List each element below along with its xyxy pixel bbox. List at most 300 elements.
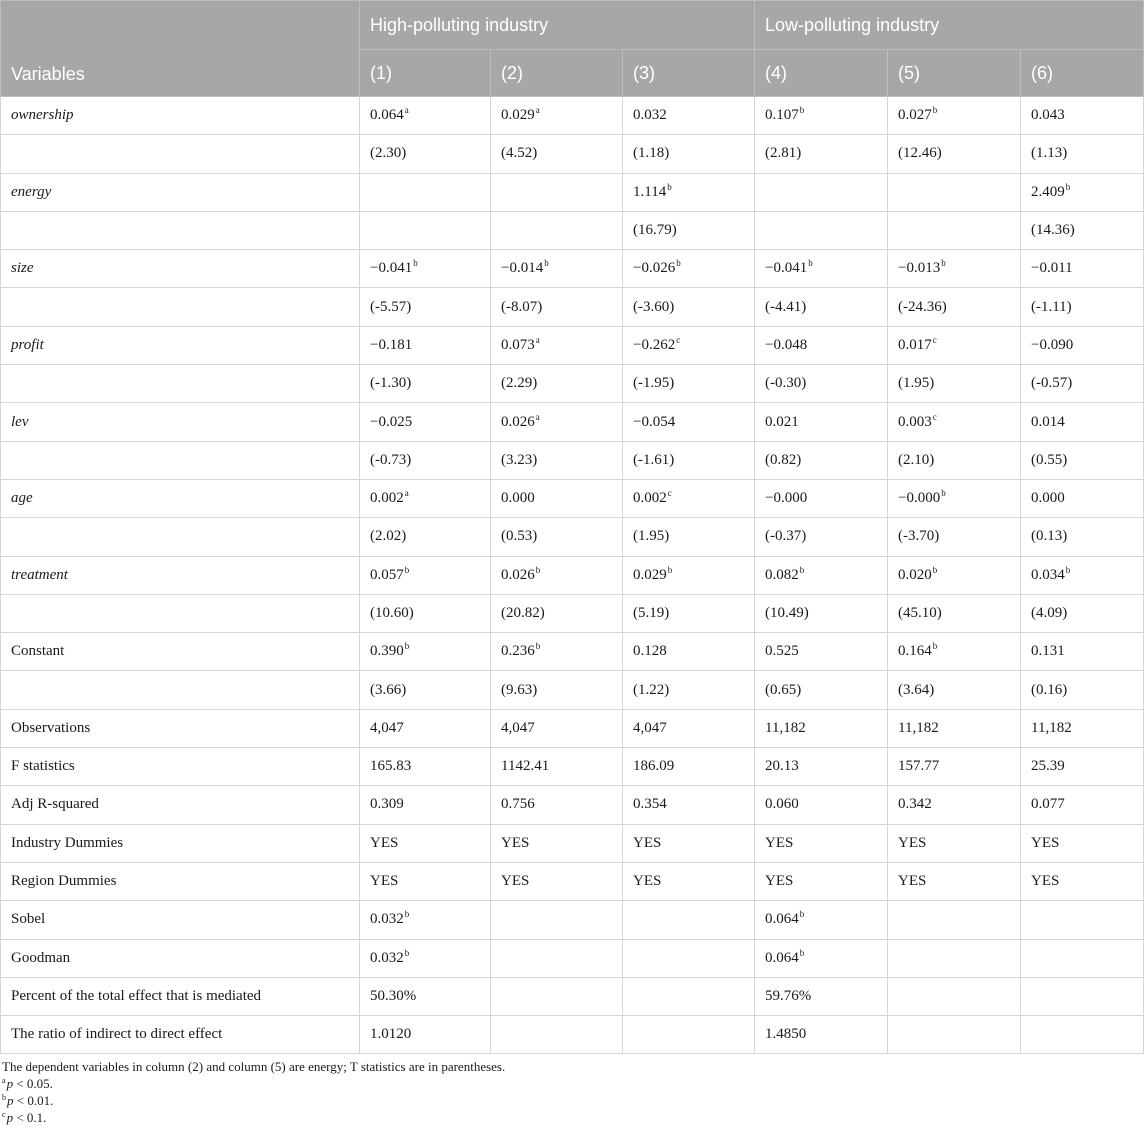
table-cell [491,97,623,135]
table-cell [360,288,491,326]
cell-value: 1142.41 [501,758,550,775]
row-label: age [1,479,360,517]
cell-value: (0.13) [1031,528,1068,545]
cell-value: −0.041 [370,260,413,277]
table-cell [491,365,623,403]
table-cell [1021,326,1144,364]
table-row [1,250,1144,288]
cell-value: 0.032 [370,949,404,966]
table-cell [360,441,491,479]
table-notes [0,1054,1145,1126]
cell-value: 0.164 [898,643,932,660]
significance-mark: b [404,564,410,575]
table-cell [360,326,491,364]
cell-value: (3.64) [898,681,935,698]
cell-value: (-24.36) [898,298,947,315]
table-cell [360,939,491,977]
significance-mark: b [667,564,673,575]
cell-value: 0.107 [765,107,799,124]
cell-value: −0.011 [1031,260,1073,277]
table-row [1,173,1144,211]
cell-value: (9.63) [501,681,538,698]
table-cell [623,403,755,441]
table-cell [755,173,888,211]
row-label: Adj R-squared [1,786,360,824]
cell-value: (45.10) [898,605,942,621]
cell-value: YES [765,873,794,890]
table-cell [755,97,888,135]
cell-value: 0.064 [765,911,799,928]
table-cell [360,1016,491,1054]
cell-value: 0.017 [898,336,932,353]
significance-mark: c [667,488,672,499]
table-cell [491,479,623,517]
table-cell [755,977,888,1015]
cell-value: 0.002 [370,490,404,507]
table-cell [623,1016,755,1054]
header-group-high-polluting: High-polluting industry [360,1,755,50]
table-cell [888,786,1021,824]
cell-value: 186.09 [633,758,675,775]
table-row [1,326,1144,364]
table-cell [360,786,491,824]
table-cell [755,326,888,364]
table-cell [491,824,623,862]
cell-value: 0.032 [633,107,667,124]
table-cell [491,403,623,441]
cell-value: 0.014 [1031,413,1065,430]
row-label [1,211,360,249]
table-cell [1021,1016,1144,1054]
table-row [1,1016,1144,1054]
table-cell [623,824,755,862]
significance-mark: b [413,258,418,269]
cell-value: 0.032 [370,911,404,928]
row-label: Region Dummies [1,862,360,900]
table-cell [491,250,623,288]
table-header [1,1,1144,97]
significance-mark: b [404,947,410,958]
table-cell [491,939,623,977]
table-cell [491,594,623,632]
cell-value: (4.09) [1031,605,1068,621]
cell-value: 0.128 [633,643,667,660]
table-cell [1021,748,1144,786]
cell-value: −0.181 [370,336,413,353]
cell-value: (-0.37) [765,528,807,545]
table-cell [888,633,1021,671]
table-row [1,786,1144,824]
table-cell [888,211,1021,249]
table-row [1,901,1144,939]
table-cell [1021,556,1144,594]
cell-value: 4,047 [501,719,535,736]
row-label: treatment [1,556,360,594]
cell-value: −0.262 [633,336,676,353]
row-label: Sobel [1,901,360,939]
significance-mark: b [941,258,946,269]
cell-value: −0.041 [765,260,808,277]
row-label: size [1,250,360,288]
table-cell [623,173,755,211]
cell-value: (20.82) [501,605,545,621]
significance-mark: b [799,105,805,116]
table-cell [623,633,755,671]
significance-mark: c [932,411,937,422]
table-body [1,97,1144,1054]
row-label: profit [1,326,360,364]
row-label: energy [1,173,360,211]
significance-mark: b [404,641,410,652]
significance-mark: b [932,105,938,116]
header-group-low-polluting: Low-polluting industry [755,1,1144,50]
row-label: The ratio of indirect to direct effect [1,1016,360,1054]
cell-value: 0.000 [1031,490,1065,507]
footnote-text: < 0.1. [13,1110,47,1126]
table-cell [755,786,888,824]
cell-value: 0.236 [501,643,535,660]
footnote-variable: p [6,1076,14,1092]
table-cell [755,479,888,517]
table-cell [623,556,755,594]
cell-value: (0.53) [501,528,538,545]
cell-value: (1.13) [1031,145,1068,162]
cell-value: −0.000 [898,490,941,507]
cell-value: YES [765,834,794,851]
footnote-list [2,1075,1145,1126]
footnote [2,1109,1145,1126]
table-cell [1021,862,1144,900]
cell-value: YES [1031,873,1060,890]
table-cell [755,518,888,556]
significance-mark: a [535,411,540,422]
cell-value: −0.025 [370,413,413,430]
table-cell [623,748,755,786]
significance-mark: b [932,641,938,652]
cell-value: (10.60) [370,605,414,621]
table-cell [491,901,623,939]
table-cell [888,748,1021,786]
cell-value: 4,047 [633,719,667,736]
table-cell [888,518,1021,556]
cell-value: (-1.11) [1031,298,1072,315]
table-row [1,709,1144,747]
cell-value: −0.014 [501,260,544,277]
table-cell [491,326,623,364]
table-cell [888,556,1021,594]
cell-value: 0.029 [501,107,535,124]
cell-value: (1.22) [633,681,670,698]
table-cell [1021,977,1144,1015]
significance-mark: a [535,334,540,345]
table-row [1,518,1144,556]
table-cell [1021,901,1144,939]
table-note-main: The dependent variables in column (2) and column (5) are energy; T statistics are in parentheses. [2,1059,506,1075]
significance-mark: b [535,641,541,652]
row-label: Percent of the total effect that is mediated [1,977,360,1015]
table-row [1,633,1144,671]
table-cell [491,135,623,173]
row-label: Industry Dummies [1,824,360,862]
footnote-variable: p [7,1093,14,1109]
table-cell [491,862,623,900]
table-cell [360,594,491,632]
table-cell [360,97,491,135]
row-label: ownership [1,97,360,135]
table-cell [755,288,888,326]
cell-value: (-1.95) [633,375,675,392]
table-cell [888,594,1021,632]
cell-value: 1.0120 [370,1026,412,1043]
table-row [1,403,1144,441]
table-cell [755,594,888,632]
table-cell [623,97,755,135]
table-cell [623,441,755,479]
row-label [1,671,360,709]
table-row [1,862,1144,900]
cell-value: 0.309 [370,796,404,813]
cell-value: 2.409 [1031,183,1065,200]
table-cell [491,748,623,786]
table-cell [360,211,491,249]
significance-mark: b [544,258,549,269]
row-label: Constant [1,633,360,671]
table-row [1,977,1144,1015]
footnote-mark: a [2,1076,6,1086]
table-cell [755,671,888,709]
table-cell [755,901,888,939]
table-cell [755,939,888,977]
cell-value: 0.060 [765,796,799,813]
table-cell [491,211,623,249]
table-cell [623,671,755,709]
cell-value: 0.756 [501,796,535,813]
table-cell [491,518,623,556]
table-cell [360,824,491,862]
table-cell [888,862,1021,900]
table-cell [623,135,755,173]
cell-value: 11,182 [898,719,939,736]
table-cell [491,288,623,326]
cell-value: 0.027 [898,107,932,124]
table-cell [360,671,491,709]
table-cell [623,594,755,632]
cell-value: −0.026 [633,260,676,277]
cell-value: 0.064 [765,949,799,966]
table-row [1,939,1144,977]
significance-mark: b [799,909,805,920]
table-cell [888,135,1021,173]
table-cell [623,862,755,900]
significance-mark: b [932,564,938,575]
table-cell [491,173,623,211]
significance-mark: b [799,947,805,958]
cell-value: YES [633,834,662,851]
cell-value: (-3.70) [898,528,940,545]
cell-value: 4,047 [370,719,404,736]
cell-value: YES [501,873,530,890]
significance-mark: b [941,488,946,499]
cell-value: 0.026 [501,566,535,583]
cell-value: YES [501,834,530,851]
cell-value: (0.55) [1031,451,1068,468]
table-cell [360,862,491,900]
table-cell [1021,250,1144,288]
table-cell [491,556,623,594]
table-cell [755,709,888,747]
table-cell [755,748,888,786]
cell-value: 0.029 [633,566,667,583]
cell-value: (2.02) [370,528,407,545]
table-row [1,135,1144,173]
row-label [1,441,360,479]
table-cell [755,211,888,249]
table-cell [888,479,1021,517]
table-cell [360,633,491,671]
table-cell [623,211,755,249]
cell-value: (10.49) [765,605,809,621]
header-col-2: (2) [491,50,623,97]
header-col-3: (3) [623,50,755,97]
table-row [1,556,1144,594]
cell-value: −0.054 [633,413,676,430]
table-cell [888,977,1021,1015]
table-cell [888,939,1021,977]
table-cell [360,518,491,556]
table-cell [888,901,1021,939]
cell-value: 50.30% [370,987,417,1004]
cell-value: YES [898,873,927,890]
footnote [2,1075,1145,1092]
row-label [1,518,360,556]
table-cell [1021,518,1144,556]
footnote-mark: b [2,1093,6,1103]
table-cell [888,326,1021,364]
cell-value: (1.95) [633,528,670,545]
table-row [1,288,1144,326]
cell-value: YES [370,834,399,851]
cell-value: (14.36) [1031,222,1075,239]
table-cell [1021,441,1144,479]
cell-value: 0.525 [765,643,799,660]
cell-value: (3.66) [370,681,407,698]
cell-value: 0.026 [501,413,535,430]
cell-value: 0.073 [501,336,535,353]
cell-value: (0.82) [765,451,802,468]
table-cell [1021,403,1144,441]
cell-value: (-1.61) [633,451,675,468]
cell-value: 0.000 [501,490,535,507]
table-cell [623,518,755,556]
table-cell [491,671,623,709]
cell-value: 0.354 [633,796,667,813]
cell-value: (2.30) [370,145,407,162]
table-row [1,748,1144,786]
cell-value: (0.65) [765,681,802,698]
cell-value: 0.020 [898,566,932,583]
table-cell [755,441,888,479]
table-cell [888,403,1021,441]
cell-value: 0.342 [898,796,932,813]
cell-value: (-1.30) [370,375,412,392]
table-row [1,479,1144,517]
table-cell [623,326,755,364]
table-cell [755,250,888,288]
footnote-variable: p [6,1110,14,1126]
table-row [1,594,1144,632]
table-cell [360,479,491,517]
table-cell [755,403,888,441]
header-col-1: (1) [360,50,491,97]
table-cell [755,365,888,403]
cell-value: (2.29) [501,375,538,392]
table-cell [888,288,1021,326]
row-label: lev [1,403,360,441]
row-label: Goodman [1,939,360,977]
cell-value: 0.003 [898,413,932,430]
table-cell [755,556,888,594]
cell-value: (1.18) [633,145,670,162]
table-cell [1021,633,1144,671]
header-variables: Variables [1,1,360,97]
table-cell [1021,939,1144,977]
cell-value: 25.39 [1031,758,1065,775]
significance-mark: a [535,105,540,116]
table-cell [888,671,1021,709]
table-cell [888,173,1021,211]
cell-value: 1.4850 [765,1026,807,1043]
table-cell [623,709,755,747]
cell-value: −0.090 [1031,336,1074,353]
cell-value: 0.390 [370,643,404,660]
significance-mark: c [932,334,937,345]
cell-value: (-0.30) [765,375,807,392]
table-cell [491,786,623,824]
cell-value: 0.043 [1031,107,1065,124]
footnote-text: < 0.01. [13,1093,54,1109]
table-cell [1021,173,1144,211]
table-cell [888,97,1021,135]
cell-value: (12.46) [898,145,942,162]
cell-value: (5.19) [633,605,670,621]
cell-value: 0.131 [1031,643,1065,660]
cell-value: (16.79) [633,222,677,239]
table-cell [360,403,491,441]
table-cell [1021,288,1144,326]
table-cell [623,786,755,824]
cell-value: (1.95) [898,375,935,392]
cell-value: 157.77 [898,758,940,775]
table-cell [888,824,1021,862]
table-cell [1021,479,1144,517]
cell-value: (-8.07) [501,298,543,315]
cell-value: 59.76% [765,987,812,1004]
table-cell [888,709,1021,747]
significance-mark: b [676,258,681,269]
cell-value: YES [633,873,662,890]
table-cell [360,135,491,173]
cell-value: (4.52) [501,145,538,162]
significance-mark: b [535,564,541,575]
header-col-5: (5) [888,50,1021,97]
row-label [1,594,360,632]
table-cell [888,1016,1021,1054]
table-cell [360,977,491,1015]
cell-value: (-0.57) [1031,375,1073,392]
cell-value: (-3.60) [633,298,675,315]
table-cell [755,633,888,671]
cell-value: −0.048 [765,336,808,353]
